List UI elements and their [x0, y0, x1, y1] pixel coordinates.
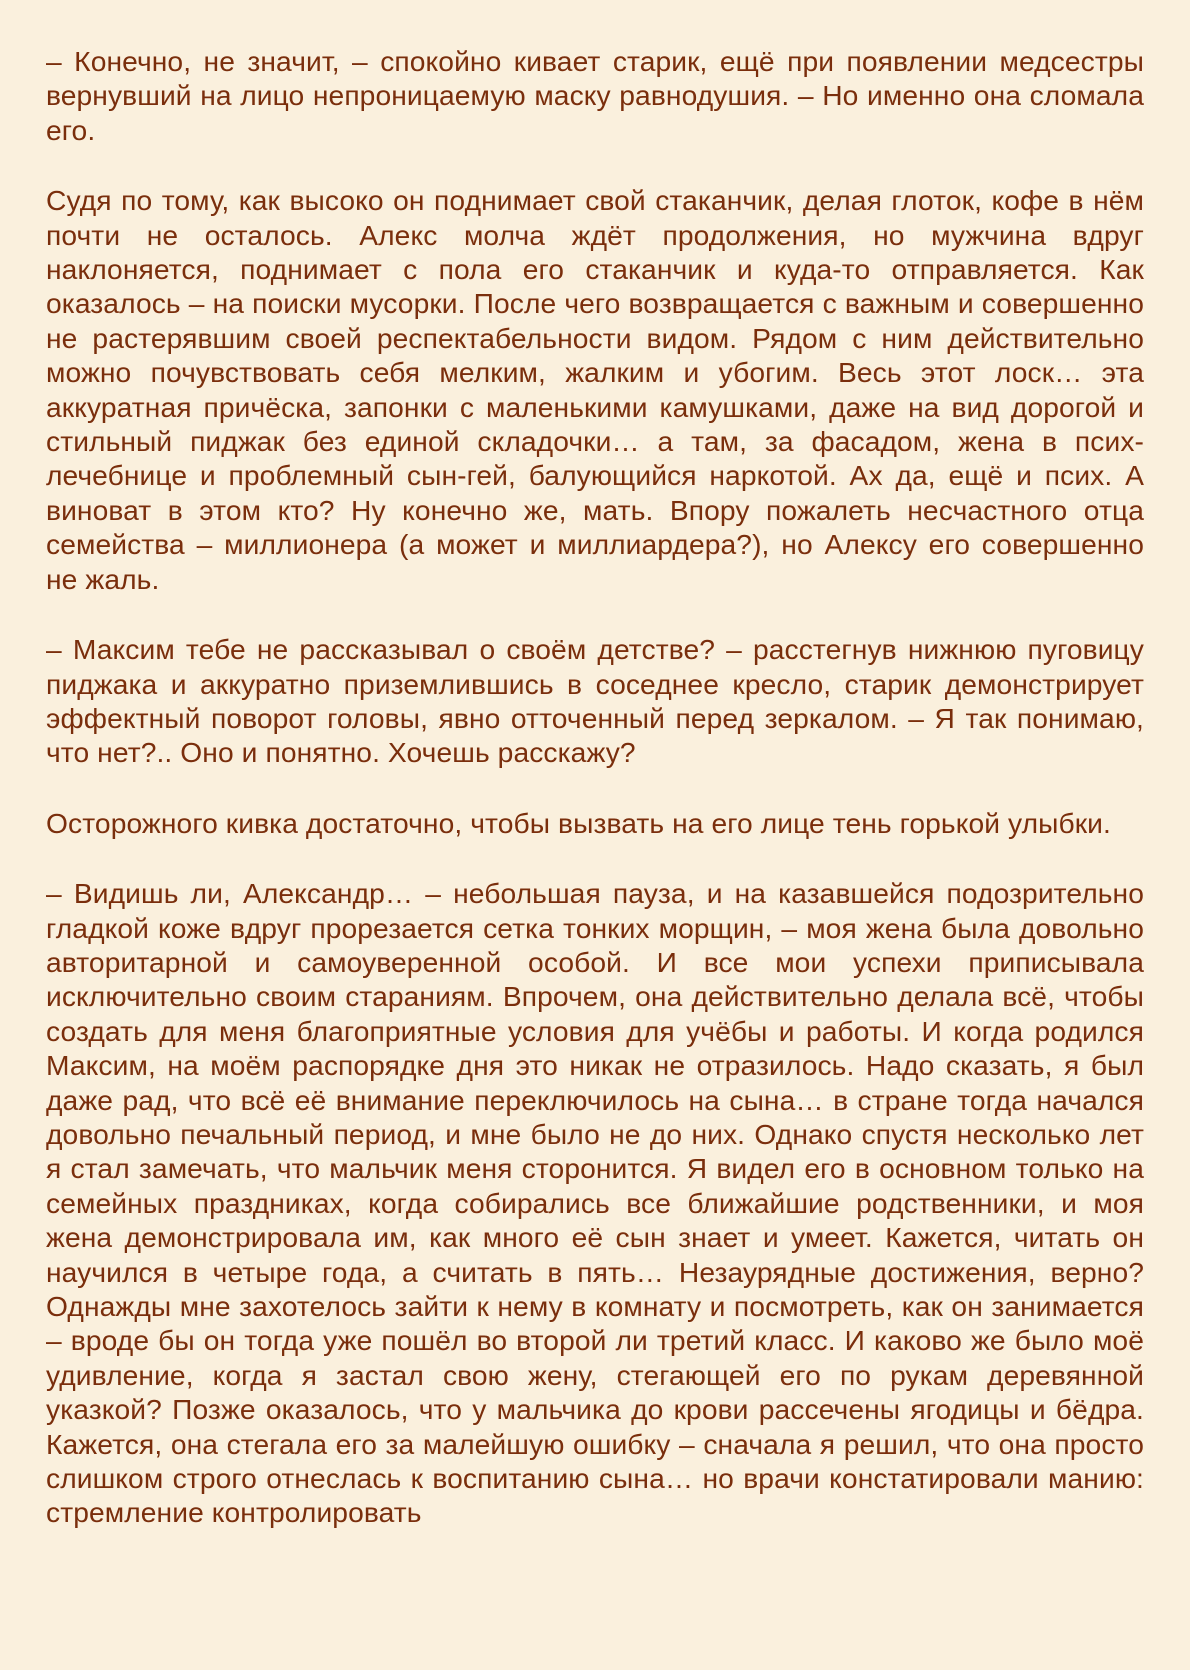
- paragraph-dialogue-3: – Видишь ли, Александр… – небольшая пауза, и на казавшейся подозрительно гладкой коже вдруг прорезается сетка тонких морщин, – моя жена была довольно авторитарной и самоуверенной особой. И все мои успехи приписывала исключительно своим стараниям. Впрочем, она действительно делала всё, чтобы создать для меня благоприятные условия для учёбы и работы. И когда родился Максим, на моём распорядке дня это никак не отразилось. Надо сказать, я был даже рад, что всё её внимание переключилось на сына… в стране тогда начался довольно печальный период, и мне было не до них. Однако спустя несколько лет я стал замечать, что мальчик меня сторонится. Я видел его в основном только на семейных праздниках, когда собирались все ближайшие родственники, и моя жена демонстрировала им, как много её сын знает и умеет. Кажется, читать он научился в четыре года, а считать в пять… Незаурядные достижения, верно? Однажды мне захотелось зайти к нему в комнату и посмотреть, как он занимается – вроде бы он тогда уже пошёл во второй ли третий класс. И каково же было моё удивление, когда я застал свою жену, стегающей его по рукам деревянной указкой? Позже оказалось, что у мальчика до крови рассечены ягодицы и бёдра. Кажется, она стегала его за малейшую ошибку – сначала я решил, что она просто слишком строго отнеслась к воспитанию сына… но врачи констатировали манию: стремление контролировать: [46, 877, 1144, 1529]
- paragraph-dialogue-1: – Конечно, не значит, – спокойно кивает старик, ещё при появлении медсестры вернувший на лицо непроницаемую маску равнодушия. – Но именно она сломала его.: [46, 45, 1144, 146]
- paragraph-narration-2: Осторожного кивка достаточно, чтобы вызвать на его лице тень горькой улыбки.: [46, 806, 1111, 839]
- paragraph-dialogue-2: – Максим тебе не рассказывал о своём детстве? – расстегнув нижнюю пуговицу пиджака и аккуратно приземлившись в соседнее кресло, старик демонстрирует эффектный поворот головы, явно отточенный перед зеркалом. – Я так понимаю, что нет?.. Оно и понятно. Хочешь расскажу?: [46, 633, 1144, 769]
- paragraph-narration-1: Судя по тому, как высоко он поднимает свой стаканчик, делая глоток, кофе в нём почти не осталось. Алекс молча ждёт продолжения, но мужчина вдруг наклоняется, поднимает с пола его стаканчик и куда-то отправляется. Как оказалось – на поиски мусорки. После чего возвращается с важным и совершенно не растерявшим своей респектабельности видом. Рядом с ним действительно можно почувствовать себя мелким, жалким и убогим. Весь этот лоск… эта аккуратная причёска, запонки с маленькими камушками, даже на вид дорогой и стильный пиджак без единой складочки… а там, за фасадом, жена в псих-лечебнице и проблемный сын-гей, балующийся наркотой. Ах да, ещё и псих. А виноват в этом кто? Ну конечно же, мать. Впору пожалеть несчастного отца семейства – миллионера (а может и миллиардера?), но Алексу его совершенно не жаль.: [46, 184, 1144, 595]
